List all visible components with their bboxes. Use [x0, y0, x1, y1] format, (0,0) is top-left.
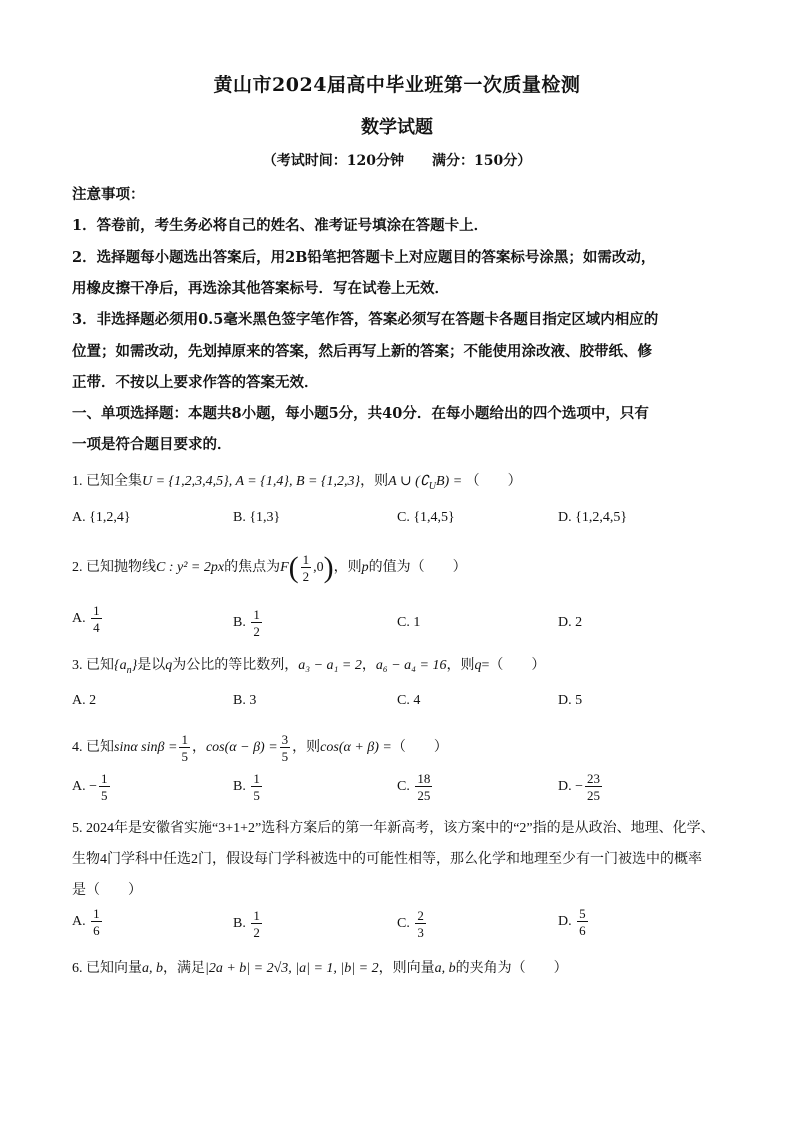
q3-prefix: 3. 已知 [72, 658, 114, 673]
q3-option-c: C. 4 [397, 693, 421, 708]
q2-tail: ，则 [333, 560, 362, 576]
notice-heading: 注意事项： [72, 186, 145, 203]
question-3-stem: 3. 已知$\{a_n\}$是以q为公比的等比数列，a₃ − a₁ = 2，a₆ − a₄ = 16，则q=（ ） [72, 658, 546, 676]
notice-item-2-line-2: 用橡皮擦干净后，再选涂其他答案标号．写在试卷上无效． [72, 280, 449, 297]
q5-option-d: D. $\frac{5}{6}$ [558, 906, 586, 938]
q2-option-b: B. $\frac{1}{2}$ [233, 607, 260, 639]
q1-paren: （ ） [465, 474, 522, 489]
notice-item-1: 1．答卷前，考生务必将自己的姓名、准考证号填涂在答题卡上． [72, 217, 489, 234]
q2-var: p [361, 560, 369, 576]
q2-focus-fraction: $\frac{1}{2}$ [302, 552, 310, 584]
q2-focus-label: F [280, 560, 289, 576]
q1-option-c: C. {1,4,5} [397, 510, 455, 525]
q2-option-d: D. 2 [558, 615, 583, 630]
q2-focus-rest: ,0 [313, 560, 324, 576]
q5-option-a: A. $\frac{1}{6}$ [72, 906, 100, 938]
q2-prefix: 2. 已知抛物线 [72, 560, 156, 576]
q2-option-c: C. 1 [397, 615, 421, 630]
notice-item-3-line-1: 3．非选择题必须用0.5毫米黑色签字笔作答，答案必须写在答题卡各题目指定区域内相应的 [72, 311, 659, 328]
q6-condition: |2a + b| = 2√3, |a| = 1, |b| = 2 [205, 961, 379, 976]
q6-vecs: a, b [142, 961, 163, 976]
page-title: 黄山市2024届高中毕业班第一次质量检测 [213, 74, 581, 96]
q3-option-d: D. 5 [558, 693, 583, 708]
q4-expr3: cos(α + β) = [320, 740, 392, 756]
q3-option-b: B. 3 [233, 693, 257, 708]
q1-option-a: A. {1,2,4} [72, 510, 131, 525]
q4-expr2: cos(α − β) = [205, 740, 278, 756]
q5-option-b: B. $\frac{1}{2}$ [233, 908, 260, 940]
question-1-stem [72, 470, 732, 492]
question-2-stem: 2. 已知抛物线C : y² = 2px的焦点为F( $\frac{1}{2}$ ,0)，则p的值为（ ） [72, 551, 467, 584]
question-5-line-2: 生物4门学科中任选2门，假设每门学科被选中的可能性相等，那么化学和地理至少有一门被选中的概率 [72, 852, 702, 867]
q1-mid: ，则 [360, 474, 389, 489]
section-heading-line-2: 一项是符合题目要求的． [72, 436, 232, 453]
q4-option-b: B. $\frac{1}{5}$ [233, 771, 260, 803]
q4-option-c: C. $\frac{18}{25}$ [397, 771, 431, 803]
q3-seq: {a [114, 658, 127, 673]
q2-mid: 的焦点为 [224, 560, 281, 576]
q1-prefix: 1. 已知全集 [72, 474, 142, 489]
question-5-line-1: 5. 2024年是安徽省实施“3+1+2”选科方案后的第一年新高考，该方案中的“2”指的是从政治、地理、化学、 [72, 821, 715, 836]
notice-item-3-line-2: 位置；如需改动，先划掉原来的答案，然后再写上新的答案；不能使用涂改液、胶带纸、修 [72, 343, 652, 360]
q2-option-a: A. $\frac{1}{4}$ [72, 603, 100, 635]
notice-item-3-line-3: 正带．不按以上要求作答的答案无效． [72, 374, 319, 391]
q3-option-a: A. 2 [72, 693, 97, 708]
q4-expr1: sinα sinβ = [114, 740, 178, 756]
q3-eq1: a₃ − a₁ = 2 [298, 658, 362, 673]
q4-option-d: D. − $\frac{23}{25}$ [558, 771, 601, 803]
q4-option-a: A. − $\frac{1}{5}$ [72, 771, 108, 803]
q1-expr: A ∪ (∁ [388, 474, 429, 489]
question-6-stem: 6. 已知向量a, b，满足|2a + b| = 2√3, |a| = 1, |b| = 2，则向量a, b的夹角为（ ） [72, 961, 568, 976]
q1-option-b: B. {1,3} [233, 510, 281, 525]
question-4-stem: 4. 已知sinα sinβ = $\frac{1}{5}$ ，cos(α − β) = $\frac{3}{5}$ ，则cos(α + β) =（ ） [72, 732, 448, 764]
section-heading-line-1: 一、单项选择题：本题共8小题，每小题5分，共40分．在每小题给出的四个选项中，只有 [72, 405, 649, 422]
q1-option-d: D. {1,2,4,5} [558, 510, 628, 525]
page-subtitle: 数学试题 [361, 117, 433, 138]
notice-item-2-line-1: 2．选择题每小题选出答案后，用2B铅笔把答题卡上对应题目的答案标号涂黑；如需改动， [72, 249, 656, 266]
q1-expr-end: B) = [436, 474, 463, 489]
q3-eq2: a₆ − a₄ = 16 [375, 658, 447, 673]
q1-sets: U = {1,2,3,4,5}, A = {1,4}, B = {1,2,3} [142, 474, 361, 489]
exam-info: （考试时间：120分钟 满分：150分） [262, 153, 532, 169]
question-5-line-3: 是（ ） [72, 883, 142, 898]
q1-expr-sub: U [428, 480, 436, 492]
q5-option-c: C. $\frac{2}{3}$ [397, 908, 424, 940]
q6-vecs-2: a, b [434, 961, 456, 976]
q2-curve: C : y² = 2px [156, 560, 225, 576]
q2-end: 的值为（ ） [368, 560, 467, 576]
